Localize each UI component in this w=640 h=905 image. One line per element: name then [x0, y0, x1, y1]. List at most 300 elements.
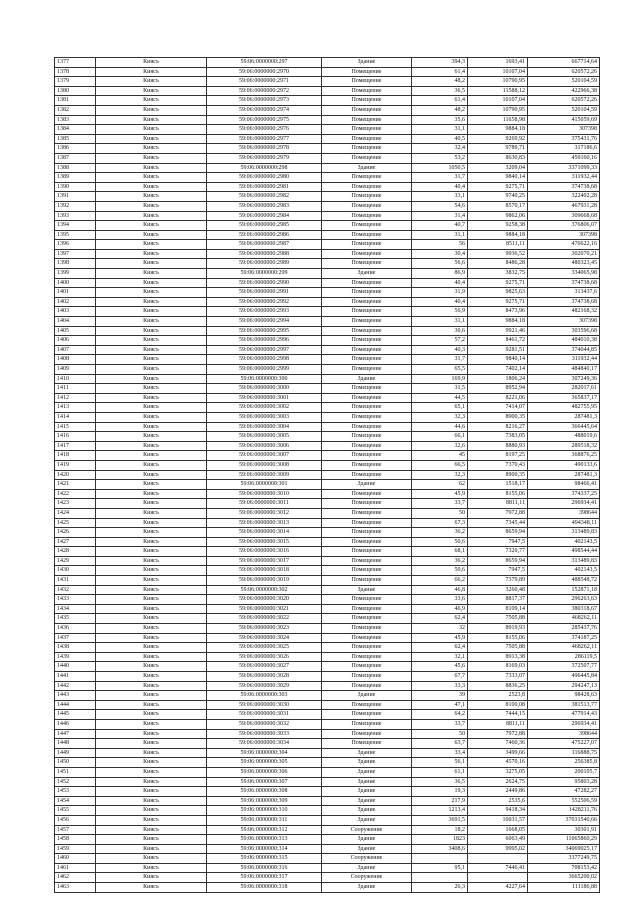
area-cell: 31,9: [412, 288, 468, 298]
cadastral-value-cell: 287481,3: [528, 470, 600, 480]
row-number-cell: 1443: [55, 691, 96, 701]
city-cell: Киясъ: [96, 393, 207, 403]
row-number-cell: 1450: [55, 758, 96, 768]
area-cell: 217,9: [412, 796, 468, 806]
area-cell: 3691,5: [412, 815, 468, 825]
table-row: [55, 787, 600, 797]
row-number-cell: 1383: [55, 115, 96, 125]
city-cell: Киясъ: [96, 422, 207, 432]
price-per-sqm-cell: 8630,83: [468, 153, 528, 163]
area-cell: 32,4: [412, 144, 468, 154]
price-per-sqm-cell: 10107,04: [468, 96, 528, 106]
object-type-cell: Здание: [322, 844, 412, 854]
table-row: [55, 547, 600, 557]
object-type-cell: Помещение: [322, 662, 412, 672]
object-type-cell: Помещение: [322, 566, 412, 576]
price-per-sqm-cell: 7345,44: [468, 518, 528, 528]
cadastral-number-cell: 59:06:0000000:307: [207, 777, 322, 787]
cadastral-number-cell: 59:06:0000000:316: [207, 863, 322, 873]
area-cell: 62,4: [412, 614, 468, 624]
cadastral-number-cell: 59:06:0000000:304: [207, 748, 322, 758]
table-row: [55, 173, 600, 183]
cadastral-number-cell: 59:06:0000000:3021: [207, 604, 322, 614]
city-cell: Киясъ: [96, 537, 207, 547]
price-per-sqm-cell: 9840,14: [468, 173, 528, 183]
cadastral-value-cell: 468262,11: [528, 643, 600, 653]
row-number-cell: 1408: [55, 355, 96, 365]
area-cell: 63,7: [412, 739, 468, 749]
cadastral-value-cell: 200105,7: [528, 767, 600, 777]
cadastral-number-cell: 59:06:0000000:3025: [207, 643, 322, 653]
area-cell: 56,1: [412, 758, 468, 768]
cadastral-value-cell: 98466,41: [528, 480, 600, 490]
city-cell: Киясъ: [96, 624, 207, 634]
table-row: [55, 662, 600, 672]
table-row: [55, 230, 600, 240]
table-row: [55, 288, 600, 298]
object-type-cell: Помещение: [322, 336, 412, 346]
row-number-cell: 1438: [55, 643, 96, 653]
table-row: [55, 192, 600, 202]
table-row: [55, 86, 600, 96]
city-cell: Киясъ: [96, 278, 207, 288]
row-number-cell: 1393: [55, 211, 96, 221]
price-per-sqm-cell: 1693,41: [468, 58, 528, 68]
price-per-sqm-cell: 9862,06: [468, 211, 528, 221]
area-cell: 48,2: [412, 105, 468, 115]
city-cell: Киясъ: [96, 489, 207, 499]
price-per-sqm-cell: 10790,95: [468, 105, 528, 115]
table-row: [55, 576, 600, 586]
cadastral-number-cell: 59:06:0000000:305: [207, 758, 322, 768]
cadastral-value-cell: 477914,43: [528, 710, 600, 720]
row-number-cell: 1446: [55, 719, 96, 729]
city-cell: Киясъ: [96, 710, 207, 720]
row-number-cell: 1406: [55, 336, 96, 346]
area-cell: 32: [412, 624, 468, 634]
price-per-sqm-cell: [468, 873, 528, 883]
cadastral-value-cell: 30301,91: [528, 825, 600, 835]
object-type-cell: Здание: [322, 585, 412, 595]
cadastral-value-cell: 294247,13: [528, 681, 600, 691]
row-number-cell: 1426: [55, 528, 96, 538]
area-cell: 1213,4: [412, 806, 468, 816]
cadastral-value-cell: 365837,17: [528, 393, 600, 403]
area-cell: 31,1: [412, 230, 468, 240]
row-number-cell: 1449: [55, 748, 96, 758]
area-cell: 394,3: [412, 58, 468, 68]
cadastral-number-cell: 59:06:0000000:2990: [207, 278, 322, 288]
row-number-cell: 1403: [55, 307, 96, 317]
price-per-sqm-cell: 7505,88: [468, 643, 528, 653]
object-type-cell: Помещение: [322, 288, 412, 298]
row-number-cell: 1398: [55, 259, 96, 269]
table-row: [55, 796, 600, 806]
city-cell: Киясъ: [96, 643, 207, 653]
cadastral-number-cell: 59:06:0000000:318: [207, 883, 322, 893]
object-type-cell: Помещение: [322, 365, 412, 375]
price-per-sqm-cell: 9418,34: [468, 806, 528, 816]
city-cell: Киясъ: [96, 835, 207, 845]
row-number-cell: 1453: [55, 787, 96, 797]
object-type-cell: Помещение: [322, 403, 412, 413]
table-row: [55, 432, 600, 442]
city-cell: Киясъ: [96, 412, 207, 422]
cadastral-number-cell: 59:06:0000000:314: [207, 844, 322, 854]
object-type-cell: Помещение: [322, 633, 412, 643]
object-type-cell: Помещение: [322, 672, 412, 682]
row-number-cell: 1409: [55, 365, 96, 375]
object-type-cell: Здание: [322, 480, 412, 490]
table-row: [55, 336, 600, 346]
table-row: [55, 365, 600, 375]
cadastral-number-cell: 59:06:0000000:310: [207, 806, 322, 816]
price-per-sqm-cell: 8570,17: [468, 201, 528, 211]
row-number-cell: 1378: [55, 67, 96, 77]
table-row: [55, 249, 600, 259]
table-row: [55, 125, 600, 135]
city-cell: Киясъ: [96, 77, 207, 87]
row-number-cell: 1462: [55, 873, 96, 883]
cadastral-value-cell: 480323,45: [528, 259, 600, 269]
area-cell: 62,4: [412, 643, 468, 653]
object-type-cell: Здание: [322, 777, 412, 787]
cadastral-number-cell: 59:06:0000000:2982: [207, 192, 322, 202]
city-cell: Киясъ: [96, 288, 207, 298]
area-cell: 95,1: [412, 863, 468, 873]
price-per-sqm-cell: 10031,57: [468, 815, 528, 825]
area-cell: 1823: [412, 835, 468, 845]
table-row: [55, 835, 600, 845]
object-type-cell: Помещение: [322, 105, 412, 115]
cadastral-value-cell: 372507,77: [528, 662, 600, 672]
price-per-sqm-cell: 8900,35: [468, 470, 528, 480]
row-number-cell: 1435: [55, 614, 96, 624]
area-cell: 3408,6: [412, 844, 468, 854]
price-per-sqm-cell: 9269,92: [468, 134, 528, 144]
row-number-cell: 1459: [55, 844, 96, 854]
table-row: [55, 374, 600, 384]
cadastral-value-cell: 468262,11: [528, 614, 600, 624]
cadastral-value-cell: 287481,3: [528, 412, 600, 422]
table-row: [55, 700, 600, 710]
price-per-sqm-cell: 8817,37: [468, 595, 528, 605]
cadastral-number-cell: 59:06:0000000:301: [207, 480, 322, 490]
row-number-cell: 1386: [55, 144, 96, 154]
table-row: [55, 767, 600, 777]
area-cell: 40,4: [412, 182, 468, 192]
object-type-cell: Помещение: [322, 508, 412, 518]
row-number-cell: 1412: [55, 393, 96, 403]
cadastral-value-cell: 289518,32: [528, 441, 600, 451]
cadastral-number-cell: 59:06:0000000:2972: [207, 86, 322, 96]
table-row: [55, 153, 600, 163]
cadastral-value-cell: 313489,83: [528, 528, 600, 538]
cadastral-number-cell: 59:06:0000000:3028: [207, 672, 322, 682]
price-per-sqm-cell: 9275,71: [468, 297, 528, 307]
area-cell: 33,1: [412, 192, 468, 202]
area-cell: 66,2: [412, 576, 468, 586]
row-number-cell: 1456: [55, 815, 96, 825]
object-type-cell: Сооружение: [322, 825, 412, 835]
price-per-sqm-cell: 3260,48: [468, 585, 528, 595]
area-cell: 45,6: [412, 662, 468, 672]
table-row: [55, 691, 600, 701]
cadastral-number-cell: 59:06:0000000:2985: [207, 221, 322, 231]
cadastral-number-cell: 59:06:0000000:2974: [207, 105, 322, 115]
price-per-sqm-cell: 10790,95: [468, 77, 528, 87]
table-row: [55, 182, 600, 192]
price-per-sqm-cell: 8461,72: [468, 336, 528, 346]
price-per-sqm-cell: 2449,86: [468, 787, 528, 797]
table-row: [55, 259, 600, 269]
table-row: [55, 105, 600, 115]
city-cell: Киясъ: [96, 691, 207, 701]
cadastral-value-cell: 402143,5: [528, 566, 600, 576]
cadastral-number-cell: 59:06:0000000:3017: [207, 556, 322, 566]
table-row: [55, 604, 600, 614]
cadastral-number-cell: 59:06:0000000:3002: [207, 403, 322, 413]
city-cell: Киясъ: [96, 672, 207, 682]
object-type-cell: Помещение: [322, 489, 412, 499]
object-type-cell: Здание: [322, 796, 412, 806]
cadastral-value-cell: 368876,25: [528, 451, 600, 461]
area-cell: 31,5: [412, 384, 468, 394]
price-per-sqm-cell: 8659,94: [468, 528, 528, 538]
cadastral-value-cell: 303596,68: [528, 326, 600, 336]
row-number-cell: 1442: [55, 681, 96, 691]
table-row: [55, 58, 600, 68]
city-cell: Киясъ: [96, 873, 207, 883]
city-cell: Киясъ: [96, 854, 207, 864]
area-cell: 1050,5: [412, 163, 468, 173]
table-row: [55, 297, 600, 307]
row-number-cell: 1385: [55, 134, 96, 144]
table-row: [55, 863, 600, 873]
area-cell: 26,3: [412, 883, 468, 893]
city-cell: Киясъ: [96, 480, 207, 490]
city-cell: Киясъ: [96, 556, 207, 566]
price-per-sqm-cell: 7947,5: [468, 537, 528, 547]
row-number-cell: 1380: [55, 86, 96, 96]
table-row: [55, 67, 600, 77]
cadastral-number-cell: 59:06:0000000:3003: [207, 412, 322, 422]
city-cell: Киясъ: [96, 144, 207, 154]
cadastral-value-cell: 313437,6: [528, 288, 600, 298]
cadastral-value-cell: 366445,64: [528, 422, 600, 432]
cadastral-number-cell: 59:06:0000000:2998: [207, 355, 322, 365]
cadastral-number-cell: 59:06:0000000:2977: [207, 134, 322, 144]
city-cell: Киясъ: [96, 681, 207, 691]
object-type-cell: Помещение: [322, 681, 412, 691]
price-per-sqm-cell: 9936,52: [468, 249, 528, 259]
cadastral-value-cell: 334065,98: [528, 269, 600, 279]
area-cell: 54,6: [412, 201, 468, 211]
cadastral-value-cell: 47282,27: [528, 787, 600, 797]
table-row: [55, 873, 600, 883]
cadastral-value-cell: 482168,32: [528, 307, 600, 317]
cadastral-number-cell: 59:06:0000000:303: [207, 691, 322, 701]
city-cell: Киясъ: [96, 729, 207, 739]
cadastral-number-cell: 59:06:0000000:3010: [207, 489, 322, 499]
table-row: [55, 499, 600, 509]
table-row: [55, 566, 600, 576]
area-cell: 40,5: [412, 134, 468, 144]
cadastral-number-cell: 59:06:0000000:299: [207, 269, 322, 279]
cadastral-number-cell: 59:06:0000000:311: [207, 815, 322, 825]
cadastral-number-cell: 59:06:0000000:2973: [207, 96, 322, 106]
cadastral-value-cell: 317186,6: [528, 144, 600, 154]
row-number-cell: 1394: [55, 221, 96, 231]
cadastral-value-cell: 98428,63: [528, 691, 600, 701]
cadastral-value-cell: 490133,6: [528, 460, 600, 470]
table-row: [55, 556, 600, 566]
cadastral-value-cell: 520104,59: [528, 105, 600, 115]
cadastral-number-cell: 59:06:0000000:2971: [207, 77, 322, 87]
cadastral-number-cell: 59:06:0000000:298: [207, 163, 322, 173]
area-cell: 45,9: [412, 489, 468, 499]
cadastral-number-cell: 59:06:0000000:3032: [207, 719, 322, 729]
city-cell: Киясъ: [96, 499, 207, 509]
cadastral-value-cell: 311932,44: [528, 355, 600, 365]
price-per-sqm-cell: 9789,71: [468, 144, 528, 154]
area-cell: 65,5: [412, 365, 468, 375]
cadastral-number-cell: 59:06:0000000:297: [207, 58, 322, 68]
cadastral-value-cell: 402143,5: [528, 537, 600, 547]
cadastral-value-cell: 307249,36: [528, 374, 600, 384]
city-cell: Киясъ: [96, 748, 207, 758]
area-cell: 39: [412, 691, 468, 701]
cadastral-value-cell: 152871,18: [528, 585, 600, 595]
price-per-sqm-cell: 7444,15: [468, 710, 528, 720]
table-body: [55, 58, 600, 893]
area-cell: 67,7: [412, 672, 468, 682]
object-type-cell: Здание: [322, 163, 412, 173]
cadastral-number-cell: 59:06:0000000:2987: [207, 240, 322, 250]
cadastral-value-cell: 296934,41: [528, 719, 600, 729]
cadastral-number-cell: 59:06:0000000:317: [207, 873, 322, 883]
table-row: [55, 729, 600, 739]
object-type-cell: Помещение: [322, 249, 412, 259]
area-cell: 64,2: [412, 710, 468, 720]
area-cell: 30,4: [412, 249, 468, 259]
area-cell: 44,6: [412, 422, 468, 432]
price-per-sqm-cell: 10107,04: [468, 67, 528, 77]
area-cell: 57,2: [412, 336, 468, 346]
price-per-sqm-cell: 2624,75: [468, 777, 528, 787]
city-cell: Киясъ: [96, 470, 207, 480]
row-number-cell: 1454: [55, 796, 96, 806]
price-per-sqm-cell: 8952,94: [468, 384, 528, 394]
price-per-sqm-cell: 7460,36: [468, 739, 528, 749]
area-cell: 67,3: [412, 518, 468, 528]
area-cell: 46,8: [412, 585, 468, 595]
price-per-sqm-cell: 9884,18: [468, 317, 528, 327]
cadastral-number-cell: 59:06:0000000:3013: [207, 518, 322, 528]
price-per-sqm-cell: [468, 854, 528, 864]
object-type-cell: Помещение: [322, 451, 412, 461]
cadastral-value-cell: 459160,16: [528, 153, 600, 163]
cadastral-number-cell: 59:06:0000000:3034: [207, 739, 322, 749]
area-cell: 32,1: [412, 652, 468, 662]
cadastral-value-cell: 37031540,66: [528, 815, 600, 825]
table-row: [55, 278, 600, 288]
row-number-cell: 1390: [55, 182, 96, 192]
object-type-cell: Помещение: [322, 115, 412, 125]
object-type-cell: Помещение: [322, 422, 412, 432]
cadastral-value-cell: 11065860,29: [528, 835, 600, 845]
city-cell: Киясъ: [96, 96, 207, 106]
cadastral-number-cell: 59:06:0000000:2989: [207, 259, 322, 269]
object-type-cell: Помещение: [322, 67, 412, 77]
area-cell: 50,6: [412, 566, 468, 576]
table-row: [55, 144, 600, 154]
cadastral-number-cell: 59:06:0000000:3018: [207, 566, 322, 576]
cadastral-number-cell: 59:06:0000000:2970: [207, 67, 322, 77]
cadastral-value-cell: 498544,44: [528, 547, 600, 557]
cadastral-value-cell: 309668,68: [528, 211, 600, 221]
price-per-sqm-cell: 8155,06: [468, 633, 528, 643]
area-cell: 62: [412, 480, 468, 490]
row-number-cell: 1429: [55, 556, 96, 566]
table-row: [55, 201, 600, 211]
area-cell: 33,7: [412, 499, 468, 509]
cadastral-value-cell: 282017,61: [528, 384, 600, 394]
price-per-sqm-cell: 8811,11: [468, 499, 528, 509]
cadastral-number-cell: 59:06:0000000:3019: [207, 576, 322, 586]
cadastral-value-cell: 476622,16: [528, 240, 600, 250]
cadastral-value-cell: 374738,68: [528, 297, 600, 307]
object-type-cell: Помещение: [322, 432, 412, 442]
object-type-cell: Помещение: [322, 230, 412, 240]
row-number-cell: 1444: [55, 700, 96, 710]
area-cell: 40,4: [412, 278, 468, 288]
price-per-sqm-cell: 7414,07: [468, 403, 528, 413]
table-row: [55, 355, 600, 365]
area-cell: 36,5: [412, 777, 468, 787]
city-cell: Киясъ: [96, 355, 207, 365]
row-number-cell: 1413: [55, 403, 96, 413]
row-number-cell: 1437: [55, 633, 96, 643]
object-type-cell: Помещение: [322, 153, 412, 163]
area-cell: 36,2: [412, 556, 468, 566]
table-row: [55, 422, 600, 432]
row-number-cell: 1384: [55, 125, 96, 135]
object-type-cell: Помещение: [322, 307, 412, 317]
price-per-sqm-cell: 8221,06: [468, 393, 528, 403]
row-number-cell: 1391: [55, 192, 96, 202]
object-type-cell: Помещение: [322, 259, 412, 269]
cadastral-number-cell: 59:06:0000000:2997: [207, 345, 322, 355]
price-per-sqm-cell: 7379,89: [468, 576, 528, 586]
cadastral-number-cell: 59:06:0000000:2975: [207, 115, 322, 125]
area-cell: 33,4: [412, 748, 468, 758]
row-number-cell: 1379: [55, 77, 96, 87]
object-type-cell: Здание: [322, 883, 412, 893]
object-type-cell: Здание: [322, 806, 412, 816]
row-number-cell: 1400: [55, 278, 96, 288]
area-cell: 31,1: [412, 317, 468, 327]
cadastral-number-cell: 59:06:0000000:3007: [207, 451, 322, 461]
city-cell: Киясъ: [96, 115, 207, 125]
row-number-cell: 1416: [55, 432, 96, 442]
object-type-cell: Помещение: [322, 393, 412, 403]
object-type-cell: Помещение: [322, 604, 412, 614]
cadastral-number-cell: 59:06:0000000:2983: [207, 201, 322, 211]
object-type-cell: Помещение: [322, 77, 412, 87]
row-number-cell: 1382: [55, 105, 96, 115]
cadastral-number-cell: 59:06:0000000:2978: [207, 144, 322, 154]
